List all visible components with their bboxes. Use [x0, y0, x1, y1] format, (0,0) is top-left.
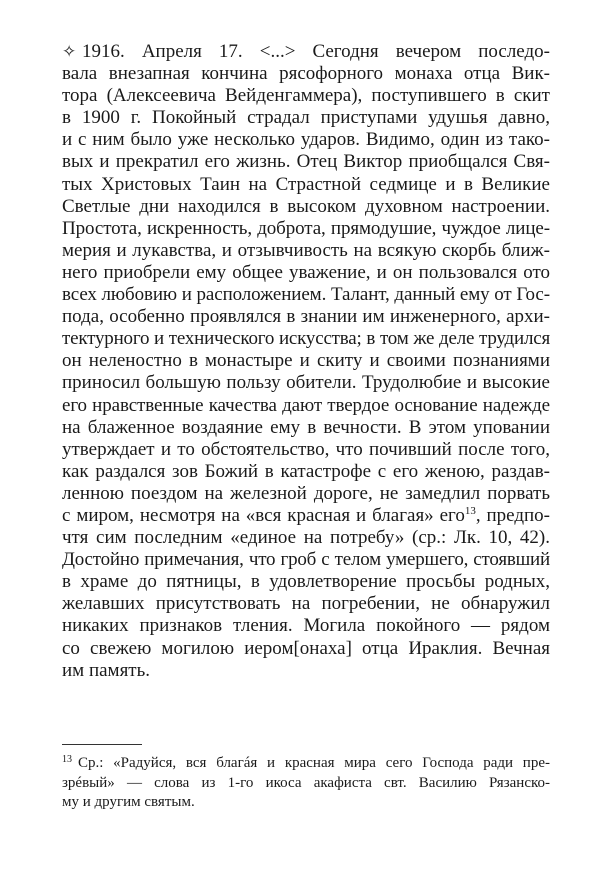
footnote-line: зрéвый» — слова из 1-го икоса акафиста свт. Василию Рязанско-: [62, 774, 550, 791]
text-line: Светлые дни находился в высоком духовном настроении.: [62, 195, 550, 217]
footnote-line: му и другим святым.: [62, 794, 195, 810]
text-line: всех любовию и расположением. Талант, данный ему от Гос-: [62, 284, 550, 306]
text-line: его нравственные качества дают твердое основание надежде: [62, 394, 550, 416]
text-line: ✧ 1916. Апреля 17. <...> Сегодня вечером последо-: [62, 41, 550, 62]
text-line: пода, особенно проявлялся в знании им инженерного, архи-: [62, 306, 550, 328]
text-line: Достойно примечания, что гроб с телом умершего, стоявший: [62, 549, 550, 571]
footnote-reference[interactable]: 13: [464, 504, 476, 517]
text-line: тора (Алексеевича Вейденгаммера), поступившего в скит: [62, 85, 550, 107]
text-line: тых Христовых Таин на Страстной седмице и в Великие: [62, 173, 550, 195]
text-line: тектурного и технического искусства; в том же деле трудился: [62, 328, 550, 350]
text-line: вых и прекратил его жизнь. Отец Виктор приобщался Свя-: [62, 151, 550, 173]
diary-entry: [62, 41, 550, 682]
text-line: чтя сим последним «единое на потребу» (ср.: Лк. 10, 42).: [62, 527, 550, 549]
text-line: никаких признаков тления. Могила покойного — рядом: [62, 615, 550, 637]
text-line: как раздался зов Божий в катастрофе с его женою, раздав-: [62, 460, 550, 482]
text-line: мерия и лукавства, и отзывчивость на всякую скорбь ближ-: [62, 239, 550, 261]
text-line: него приобрели ему общее уважение, и он пользовался ото: [62, 261, 550, 283]
text-line: с миром, несмотря на «вся красная и благая» его$^{13}$, предпо-: [62, 504, 551, 526]
text-line: и с ним было уже несколько ударов. Видимо, один из тако-: [62, 129, 550, 151]
text-line: желавших присутствовать на погребении, не обнаружил: [62, 593, 550, 615]
footnote-divider: [62, 744, 142, 745]
diamond-icon: ✧: [62, 42, 77, 61]
footnote-number: 13: [62, 754, 72, 765]
text-line: утверждает и то обстоятельство, что почивший после того,: [62, 438, 550, 460]
text-line: на блаженное воздаяние ему в вечности. В этом уповании: [62, 416, 550, 438]
footnote-line: $^{13}$ Ср.: «Радуйся, вся благáя и красная мира сего Господа ради пре-: [62, 754, 550, 771]
text-line: в храме до пятницы, в удовлетворение просьбы родных,: [62, 571, 550, 593]
text-line: им память.: [62, 659, 151, 681]
text-line: ленною поездом на железной дороге, не замедлил порвать: [62, 482, 550, 504]
text-line: в 1900 г. Покойный страдал приступами удушья давно,: [62, 107, 550, 129]
text-line: Простота, искренность, доброта, прямодушие, чуждое лице-: [62, 217, 550, 239]
text-line: вала внезапная кончина рясофорного монаха отца Вик-: [62, 63, 550, 85]
text-line: он неленостно в монастыре и скиту и своими познаниями: [62, 350, 550, 372]
text-line: со свежею могилою иером[онаха] отца Ираклия. Вечная: [62, 637, 550, 659]
footnote: [62, 754, 550, 813]
text-line: приносил большую пользу обители. Трудолюбие и высокие: [62, 372, 550, 394]
